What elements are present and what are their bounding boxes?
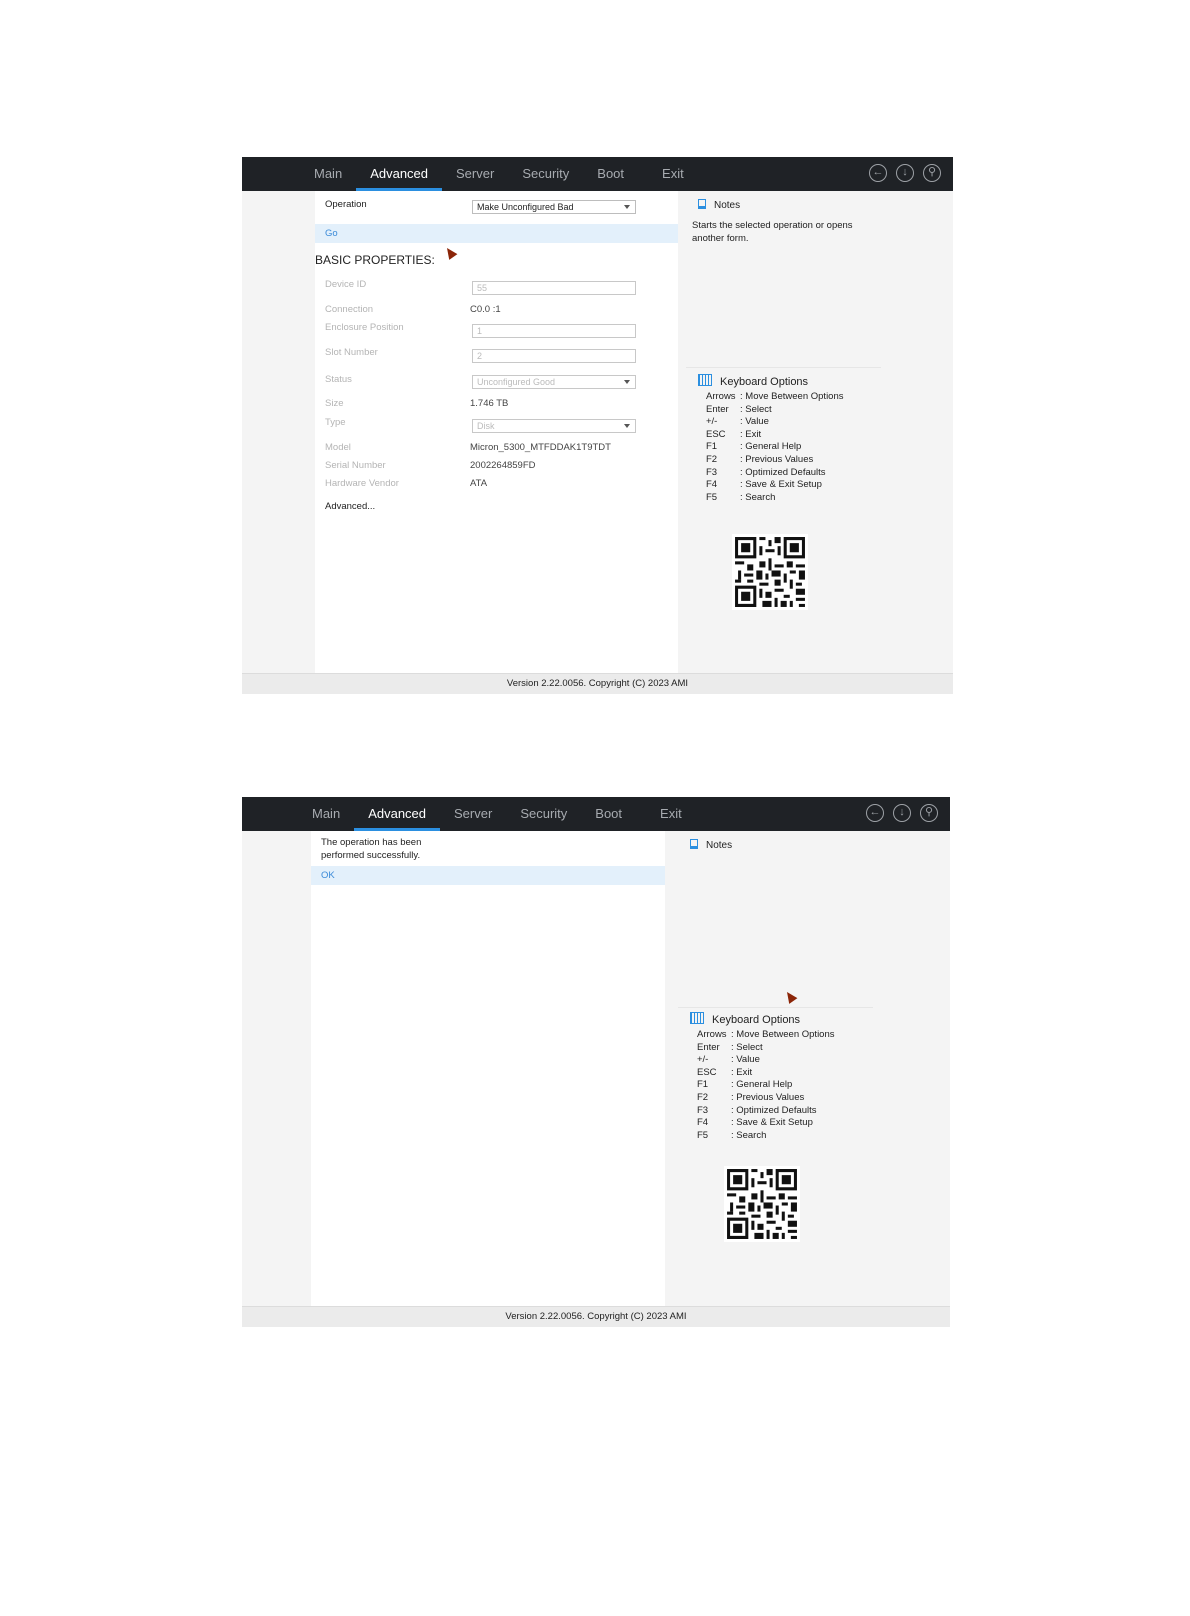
tab-boot[interactable]: Boot [595,806,623,821]
vendor-value: ATA [470,478,488,489]
bios-screen-2 [242,797,950,1327]
kb-row: ESC : Exit [697,1066,753,1078]
back-arrow-icon[interactable]: ← [869,164,887,182]
kb-row: F5 : Search [697,1129,767,1141]
note-icon [698,199,706,209]
kb-row: Arrows : Move Between Options [706,391,844,402]
tab-bar [300,157,698,191]
type-label: Type [325,417,346,428]
bios-screen-1 [242,157,953,694]
kb-row: F2 : Previous Values [697,1091,805,1103]
keyboard-title: Keyboard Options [712,1014,801,1026]
main-pane [315,191,678,674]
keyboard-options-list [697,1029,835,1142]
top-menu-bar [242,157,953,191]
tab-server[interactable]: Server [454,806,493,821]
status-value: Unconfigured Good [477,377,556,387]
divider [686,367,881,368]
kb-row: F5 : Search [706,491,776,503]
status-label: Status [325,374,352,385]
tab-server[interactable]: Server [456,166,495,181]
top-icons [869,164,941,182]
keyboard-icon [690,1012,704,1024]
model-label: Model [325,442,351,453]
help-pane [678,831,873,1307]
download-icon[interactable]: ↓ [896,164,914,182]
tab-security[interactable]: Security [522,166,570,181]
chevron-down-icon [624,424,630,428]
notes-heading [690,839,732,851]
kb-row: F1 : General Help [706,441,802,453]
tab-exit[interactable]: Exit [660,806,682,821]
help-pane [686,191,881,674]
tab-security[interactable]: Security [520,806,568,821]
notes-title: Notes [714,200,741,211]
enclosure-field: 1 [472,324,636,338]
kb-row: Enter : Select [706,403,772,415]
qr-code [724,1166,800,1242]
back-arrow-icon[interactable]: ← [866,804,884,822]
keyboard-options-heading [698,374,808,388]
go-label: Go [325,228,338,239]
kb-row: +/- : Value [697,1054,760,1066]
status-select [472,375,636,389]
kb-row: F3 : Optimized Defaults [697,1104,817,1116]
kb-row: Arrows : Move Between Options [697,1029,835,1040]
keyboard-options-list [706,391,844,504]
note-icon [690,839,698,849]
main-pane [311,831,665,1307]
serial-label: Serial Number [325,460,386,471]
search-icon[interactable]: ⚲ [923,164,941,182]
top-menu-bar [242,797,950,831]
slot-label: Slot Number [325,347,378,358]
slot-field: 2 [472,349,636,363]
device-id-field: 55 [472,281,636,295]
top-icons [866,804,938,822]
tab-advanced[interactable]: Advanced [356,157,442,191]
tab-main[interactable]: Main [314,166,343,181]
chevron-down-icon [624,380,630,384]
tab-main[interactable]: Main [312,806,341,821]
notes-title: Notes [706,840,733,851]
kb-row: F3 : Optimized Defaults [706,466,826,478]
qr-code-graphic [732,534,808,610]
kb-row: F4 : Save & Exit Setup [697,1117,813,1129]
kb-row: F2 : Previous Values [706,453,814,465]
kb-row: F1 : General Help [697,1079,793,1091]
ok-button[interactable] [311,866,665,885]
advanced-link[interactable]: Advanced... [325,501,376,512]
keyboard-icon [698,374,712,386]
notes-heading [698,199,740,211]
go-button[interactable] [315,224,678,243]
keyboard-options-heading [690,1012,800,1026]
operation-select[interactable] [472,200,636,214]
divider [678,1007,873,1008]
download-icon[interactable]: ↓ [893,804,911,822]
size-value: 1.746 TB [470,398,509,409]
tab-boot[interactable]: Boot [597,166,625,181]
search-icon[interactable]: ⚲ [920,804,938,822]
serial-value: 2002264859FD [470,460,536,471]
type-select [472,419,636,433]
chevron-down-icon [624,205,630,209]
tab-advanced[interactable]: Advanced [354,797,440,831]
tab-exit[interactable]: Exit [662,166,684,181]
vendor-label: Hardware Vendor [325,478,399,489]
size-label: Size [325,398,344,409]
operation-label: Operation [325,199,367,210]
kb-row: F4 : Save & Exit Setup [706,479,822,491]
kb-row: +/- : Value [706,416,769,428]
qr-code [732,534,808,610]
tab-bar [298,797,696,831]
notes-text: Starts the selected operation or opens another form. [692,220,853,244]
type-value: Disk [477,421,495,431]
operation-select-value: Make Unconfigured Bad [477,202,574,212]
device-id-label: Device ID [325,279,367,290]
connection-value: C0.0 :1 [470,304,501,315]
enclosure-label: Enclosure Position [325,322,404,333]
kb-row: Enter : Select [697,1041,763,1053]
kb-row: ESC : Exit [706,428,762,440]
connection-label: Connection [325,304,374,315]
footer: Version 2.22.0056. Copyright (C) 2023 AMI [242,1306,950,1327]
qr-code-graphic [724,1166,800,1242]
section-title: BASIC PROPERTIES: [315,253,435,267]
footer: Version 2.22.0056. Copyright (C) 2023 AMI [242,673,953,694]
success-message: The operation has been performed successfully. [321,837,422,861]
model-value: Micron_5300_MTFDDAK1T9TDT [470,442,611,453]
ok-label: OK [321,870,335,881]
keyboard-title: Keyboard Options [720,376,809,388]
